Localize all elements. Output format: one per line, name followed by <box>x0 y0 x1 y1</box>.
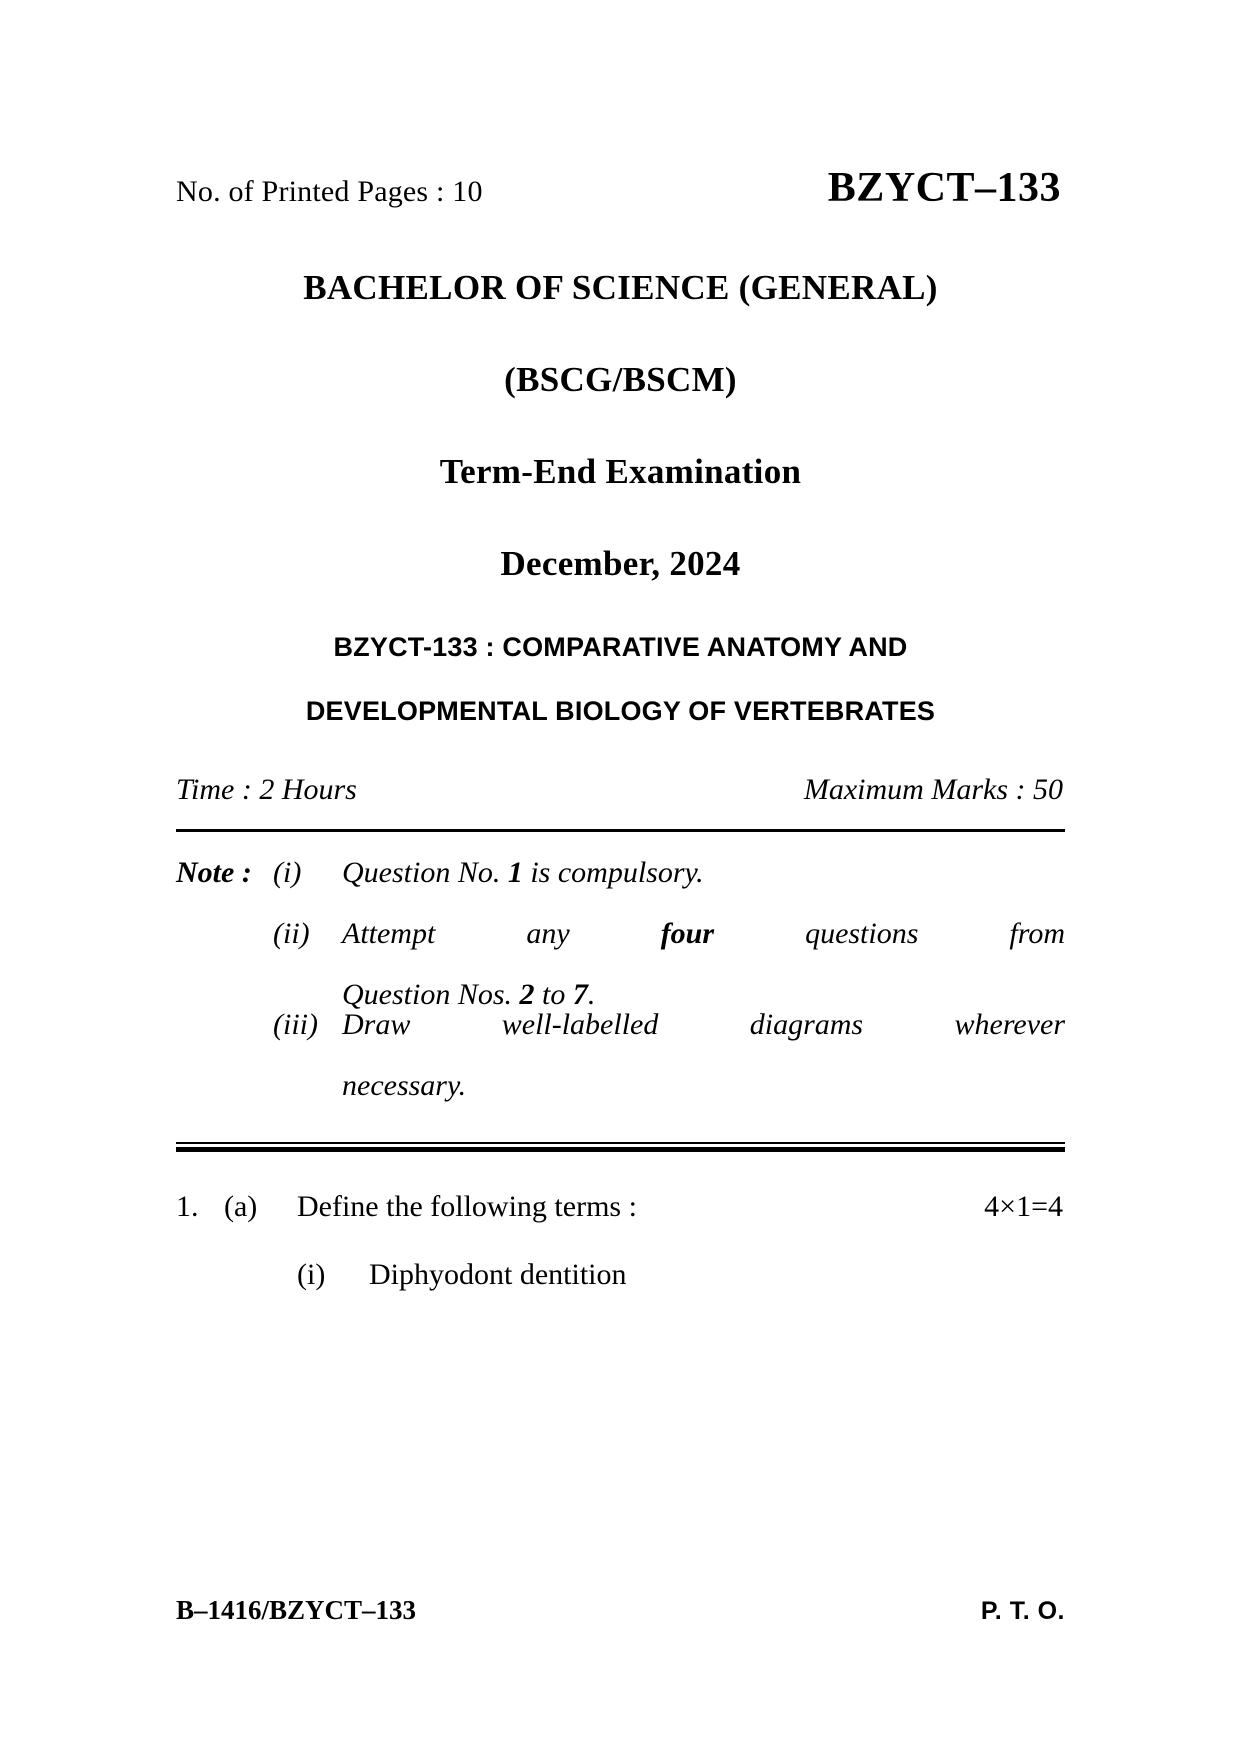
subitem-marker-i: (i) <box>297 1258 326 1291</box>
exam-meta-row <box>176 773 1065 807</box>
footer-pto-label: P. T. O. <box>980 1597 1065 1625</box>
note-ii-part-1: Attempt any <box>342 917 661 950</box>
question-1-number: 1. <box>176 1190 199 1223</box>
divider-thin-line <box>176 1142 1065 1144</box>
examination-type: Term-End Examination <box>439 452 802 491</box>
note-ii-emphasis: four <box>660 917 715 950</box>
note-ii-continuation <box>176 980 1065 1010</box>
note-text-iii: Draw well-labelled diagrams wherever <box>342 1008 1065 1041</box>
examination-session: December, 2024 <box>500 544 741 583</box>
note-label: Note : <box>176 856 252 889</box>
note-i-part-2: is compulsory. <box>522 856 704 889</box>
title-block <box>176 268 1065 725</box>
note-marker-ii: (ii) <box>273 917 310 950</box>
divider-below-notes <box>176 1142 1065 1152</box>
programme-code: (BSCG/BSCM) <box>504 360 737 399</box>
time-allowed: Time : 2 Hours <box>176 773 357 806</box>
divider-thick-line <box>176 1147 1065 1152</box>
note-ii-cont-emphasis-2: 7 <box>572 978 588 1011</box>
programme-name: BACHELOR OF SCIENCE (GENERAL) <box>303 268 938 307</box>
note-iii-continuation: necessary. <box>342 1069 467 1102</box>
course-title-line-1: BZYCT-133 : COMPARATIVE ANATOMY AND <box>333 632 908 662</box>
note-ii-cont-part-3: . <box>587 978 596 1011</box>
note-text-i <box>342 858 1065 888</box>
notes-section <box>176 858 1065 1101</box>
note-item-i <box>176 858 1065 888</box>
paper-code: BZYCT–133 <box>827 165 1061 211</box>
course-title <box>176 634 1065 725</box>
note-ii-part-2: questions from <box>714 917 1065 950</box>
question-1-header-row <box>176 1192 1065 1222</box>
note-item-ii <box>176 919 1065 949</box>
note-ii-cont-part-1: Question Nos. <box>342 978 520 1011</box>
note-i-part-1: Question No. <box>342 856 508 889</box>
note-ii-cont-emphasis-1: 2 <box>519 978 535 1011</box>
question-1 <box>176 1192 1065 1290</box>
note-ii-cont-part-2: to <box>534 978 573 1011</box>
page-header <box>176 0 1065 212</box>
divider-above-notes <box>176 829 1065 832</box>
note-marker-i: (i) <box>273 856 302 889</box>
page-footer <box>176 1595 1065 1626</box>
note-marker-iii: (iii) <box>273 1008 318 1041</box>
question-1-text: Define the following terms : <box>297 1190 637 1223</box>
printed-pages-label: No. of Printed Pages : 10 <box>176 175 483 208</box>
note-text-ii <box>342 919 1065 949</box>
question-1-marks: 4×1=4 <box>984 1190 1063 1223</box>
note-item-iii <box>176 1010 1065 1040</box>
footer-paper-reference: B–1416/BZYCT–133 <box>176 1595 417 1625</box>
note-i-emphasis: 1 <box>507 856 523 889</box>
question-1-part-label: (a) <box>224 1190 258 1223</box>
course-title-line-2: DEVELOPMENTAL BIOLOGY OF VERTEBRATES <box>305 696 936 726</box>
subitem-text-i: Diphyodont dentition <box>369 1258 627 1291</box>
question-1-subitem-i <box>176 1260 1065 1290</box>
maximum-marks: Maximum Marks : 50 <box>803 773 1063 806</box>
